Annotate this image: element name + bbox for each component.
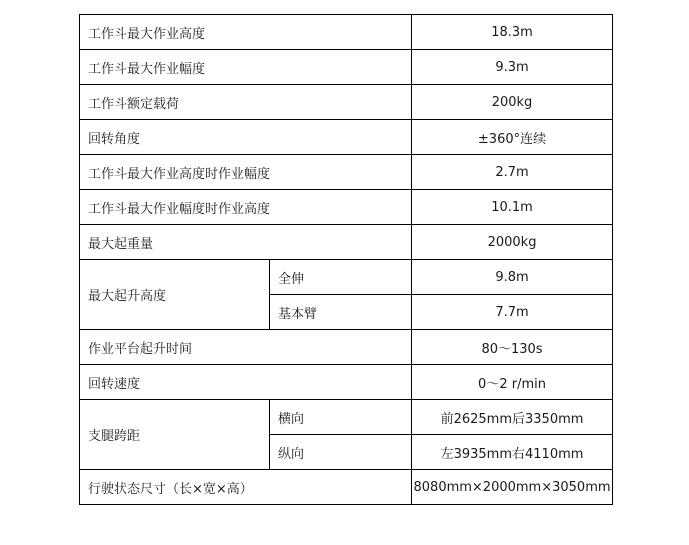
row-label: 工作斗最大作业高度时作业幅度 [80,155,412,190]
row-value: 2.7m [412,155,613,190]
table-row [80,330,613,365]
table-row [80,15,613,50]
row-label: 最大起重量 [80,225,412,260]
sub-row-label: 横向 [270,400,412,435]
row-label: 工作斗最大作业幅度时作业高度 [80,190,412,225]
row-value: 0～2 r/min [412,365,613,400]
sub-row-label: 基本臂 [270,295,412,330]
row-value: 10.1m [412,190,613,225]
table-row [80,120,613,155]
row-value: 7.7m [412,295,613,330]
table-row [80,155,613,190]
row-value: ±360°连续 [412,120,613,155]
table-row [80,190,613,225]
table-row [80,260,613,295]
row-label: 最大起升高度 [80,260,270,330]
row-label: 工作斗最大作业幅度 [80,50,412,85]
table-row [80,470,613,505]
table-row [80,225,613,260]
row-value: 80～130s [412,330,613,365]
table-row [80,85,613,120]
row-value: 2000kg [412,225,613,260]
row-value: 前2625mm后3350mm [412,400,613,435]
row-label: 回转角度 [80,120,412,155]
spec-table [79,14,613,505]
row-value: 9.3m [412,50,613,85]
sub-row-label: 纵向 [270,435,412,470]
row-value: 左3935mm右4110mm [412,435,613,470]
row-label: 工作斗最大作业高度 [80,15,412,50]
row-label: 支腿跨距 [80,400,270,470]
sub-row-label: 全伸 [270,260,412,295]
row-value: 200kg [412,85,613,120]
row-value: 8080mm×2000mm×3050mm [412,470,613,505]
row-label: 工作斗额定载荷 [80,85,412,120]
table-row [80,400,613,435]
table-row [80,50,613,85]
row-label: 作业平台起升时间 [80,330,412,365]
row-value: 9.8m [412,260,613,295]
row-value: 18.3m [412,15,613,50]
row-label: 回转速度 [80,365,412,400]
row-label: 行驶状态尺寸（长×宽×高） [80,470,412,505]
table-row [80,365,613,400]
